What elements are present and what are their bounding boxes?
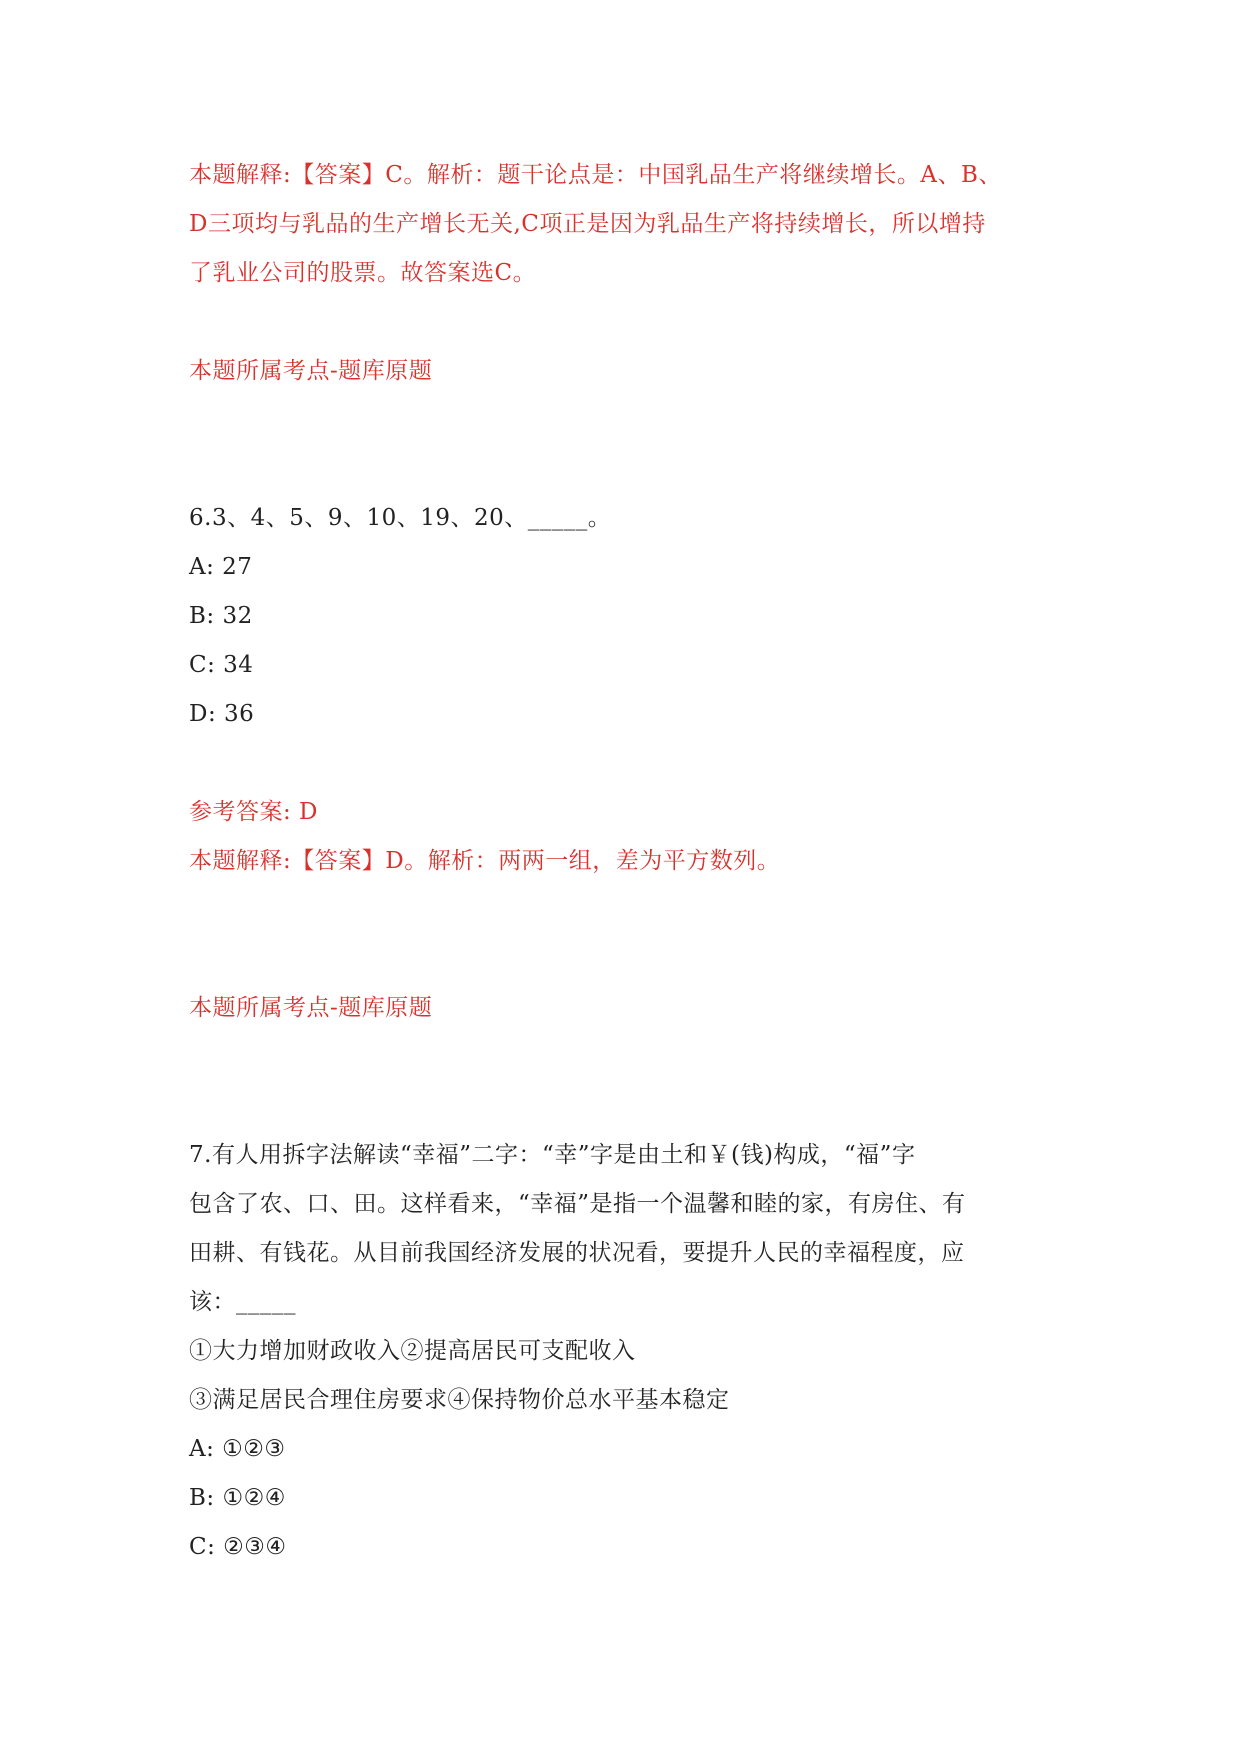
q6-topic: 本题所属考点-题库原题 bbox=[189, 995, 433, 1021]
q6-option-b: B: 32 bbox=[189, 603, 253, 629]
q6-option-d: D: 36 bbox=[189, 701, 255, 727]
q5-explanation-line-2: D三项均与乳品的生产增长无关,C项正是因为乳品生产将持续增长，所以增持 bbox=[189, 211, 986, 237]
q6-option-a: A: 27 bbox=[189, 554, 253, 580]
q7-option-b: B: ①②④ bbox=[189, 1485, 286, 1511]
q7-stem-line-3: 田耕、有钱花。从目前我国经济发展的状况看，要提升人民的幸福程度，应 bbox=[189, 1240, 965, 1266]
q6-stem: 6.3、4、5、9、10、19、20、_____。 bbox=[189, 505, 612, 531]
q6-explanation: 本题解释:【答案】D。解析：两两一组，差为平方数列。 bbox=[189, 848, 781, 874]
q7-option-a: A: ①②③ bbox=[189, 1436, 286, 1462]
q5-explanation-line-3: 了乳业公司的股票。故答案选C。 bbox=[189, 260, 537, 286]
q7-stem-line-2: 包含了农、口、田。这样看来，“幸福”是指一个温馨和睦的家，有房住、有 bbox=[189, 1191, 966, 1217]
q6-answer: 参考答案: D bbox=[189, 799, 319, 825]
q7-stem-line-1: 7.有人用拆字法解读“幸福”二字：“幸”字是由土和￥(钱)构成，“福”字 bbox=[189, 1142, 916, 1168]
q7-stem-line-4: 该：_____ bbox=[189, 1289, 296, 1315]
q7-option-c: C: ②③④ bbox=[189, 1534, 287, 1560]
q7-statement-line-2: ③满足居民合理住房要求④保持物价总水平基本稳定 bbox=[189, 1387, 730, 1413]
q7-statement-line-1: ①大力增加财政收入②提高居民可支配收入 bbox=[189, 1338, 636, 1364]
q5-explanation-line-1: 本题解释:【答案】C。解析：题干论点是：中国乳品生产将继续增长。A、B、 bbox=[189, 162, 1002, 188]
q6-option-c: C: 34 bbox=[189, 652, 254, 678]
q5-topic: 本题所属考点-题库原题 bbox=[189, 358, 433, 384]
